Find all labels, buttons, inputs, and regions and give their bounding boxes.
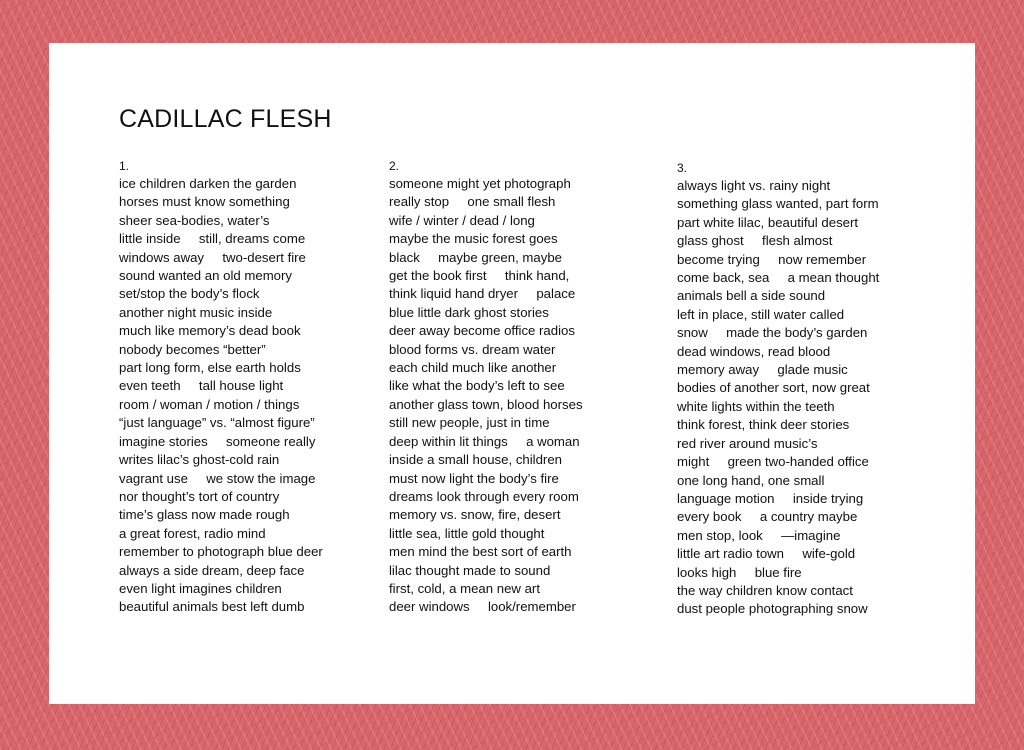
poem-line: dust people photographing snow xyxy=(677,601,868,617)
stanza-2 xyxy=(389,153,629,617)
poem-line: ice children darken the garden xyxy=(119,176,297,191)
poem-line: part white lilac, beautiful desert xyxy=(677,214,859,230)
poem-line: writes lilac’s ghost-cold rain xyxy=(119,452,280,468)
poem-line: think liquid hand dryer palace xyxy=(389,286,576,302)
poem-line: something glass wanted, part form xyxy=(677,196,879,212)
poem-line: dreams look through every room xyxy=(389,488,579,504)
poem-line: deep within lit things a woman xyxy=(389,433,580,449)
stanza-number: 2. xyxy=(389,159,400,173)
poem-page xyxy=(49,43,975,704)
poem-line: glass ghost flesh almost xyxy=(677,233,833,249)
poem-line: always light vs. rainy night xyxy=(677,178,831,193)
poem-line: wife / winter / dead / long xyxy=(389,212,535,228)
poem-line: deer away become office radios xyxy=(389,323,575,339)
poem-line: really stop one small flesh xyxy=(389,194,556,210)
poem-line: time’s glass now made rough xyxy=(119,507,290,523)
stanza-lines xyxy=(677,177,917,619)
poem-line: every book a country maybe xyxy=(677,509,858,525)
poem-line: sheer sea-bodies, water’s xyxy=(119,212,270,228)
poem-line: think forest, think deer stories xyxy=(677,417,850,433)
poem-line: left in place, still water called xyxy=(677,306,845,322)
poem-line: even light imagines children xyxy=(119,580,282,596)
poem-line: white lights within the teeth xyxy=(677,398,835,414)
stanza-3 xyxy=(677,155,917,619)
poem-line: another glass town, blood horses xyxy=(389,396,583,412)
poem-line: beautiful animals best left dumb xyxy=(119,599,305,615)
poem-line: always a side dream, deep face xyxy=(119,562,305,578)
poem-line: memory away glade music xyxy=(677,362,848,378)
poem-line: language motion inside trying xyxy=(677,490,864,506)
poem-line: the way children know contact xyxy=(677,582,853,598)
stanza-lines xyxy=(119,175,359,617)
poem-line: set/stop the body’s flock xyxy=(119,286,260,302)
poem-line: maybe the music forest goes xyxy=(389,231,558,247)
poem-line: snow made the body’s garden xyxy=(677,325,868,341)
poem-line: inside a small house, children xyxy=(389,452,562,468)
poem-title: CADILLAC FLESH xyxy=(119,105,332,133)
poem-line: vagrant use we stow the image xyxy=(119,470,316,486)
poem-line: a great forest, radio mind xyxy=(119,525,266,541)
poem-line: nobody becomes “better” xyxy=(119,341,266,357)
poem-line: first, cold, a mean new art xyxy=(389,580,540,596)
poem-line: even teeth tall house light xyxy=(119,378,284,394)
poem-line: black maybe green, maybe xyxy=(389,249,562,265)
poem-line: little inside still, dreams come xyxy=(119,231,306,247)
poem-line: windows away two-desert fire xyxy=(119,249,306,265)
poem-line: lilac thought made to sound xyxy=(389,562,551,578)
poem-line: another night music inside xyxy=(119,304,273,320)
stanza-number: 1. xyxy=(119,159,130,173)
poem-line: red river around music’s xyxy=(677,435,818,451)
poem-line: dead windows, read blood xyxy=(677,343,831,359)
poem-line: animals bell a side sound xyxy=(677,288,826,304)
poem-line: imagine stories someone really xyxy=(119,433,316,449)
poem-line: nor thought’s tort of country xyxy=(119,488,280,504)
poem-line: blue little dark ghost stories xyxy=(389,304,549,320)
poem-line: room / woman / motion / things xyxy=(119,396,300,412)
poem-line: become trying now remember xyxy=(677,251,867,267)
poem-line: remember to photograph blue deer xyxy=(119,544,323,560)
poem-line: “just language” vs. “almost figure” xyxy=(119,415,315,431)
poem-line: part long form, else earth holds xyxy=(119,360,301,376)
poem-line: get the book first think hand, xyxy=(389,268,570,284)
poem-line: men mind the best sort of earth xyxy=(389,544,572,560)
poem-line: blood forms vs. dream water xyxy=(389,341,556,357)
poem-line: horses must know something xyxy=(119,194,290,210)
poem-line: sound wanted an old memory xyxy=(119,268,293,284)
poem-line: little sea, little gold thought xyxy=(389,525,545,541)
poem-line: bodies of another sort, now great xyxy=(677,380,870,396)
poem-line: must now light the body’s fire xyxy=(389,470,559,486)
poem-line: little art radio town wife-gold xyxy=(677,546,856,562)
stanza-1 xyxy=(119,153,359,617)
poem-line: still new people, just in time xyxy=(389,415,550,431)
poem-line: come back, sea a mean thought xyxy=(677,270,880,286)
poem-line: each child much like another xyxy=(389,360,557,376)
poem-line: much like memory’s dead book xyxy=(119,323,301,339)
poem-line: looks high blue fire xyxy=(677,564,802,580)
poem-line: someone might yet photograph xyxy=(389,176,571,191)
poem-line: men stop, look —imagine xyxy=(677,527,841,543)
stanza-number: 3. xyxy=(677,161,688,175)
poem-line: one long hand, one small xyxy=(677,472,825,488)
poem-line: memory vs. snow, fire, desert xyxy=(389,507,561,523)
stanza-lines xyxy=(389,175,629,617)
poem-line: deer windows look/remember xyxy=(389,599,576,615)
poem-line: like what the body’s left to see xyxy=(389,378,565,394)
poem-line: might green two-handed office xyxy=(677,454,869,470)
